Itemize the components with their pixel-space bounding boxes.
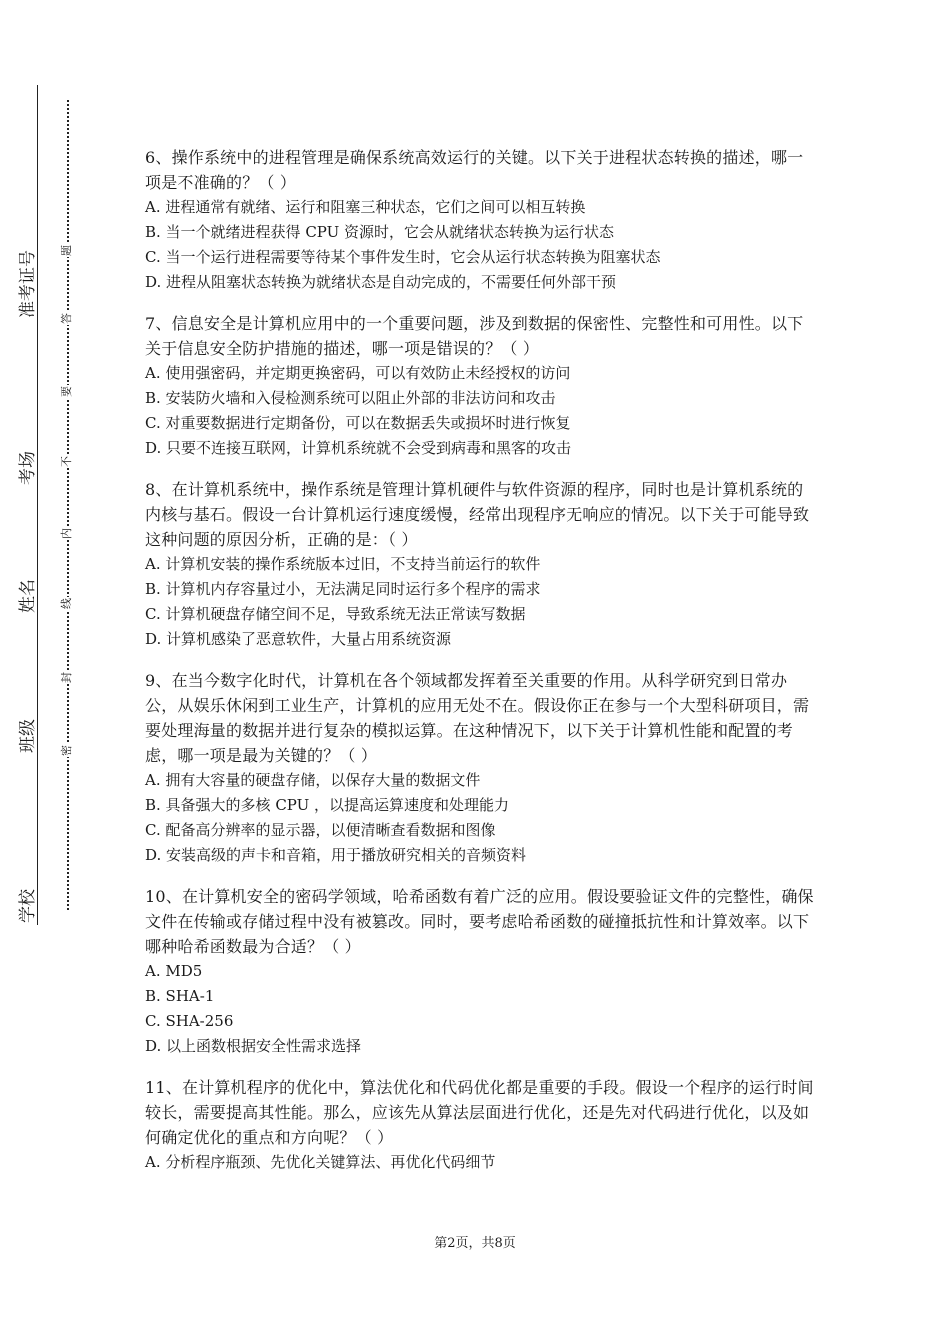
question-6 (145, 145, 815, 295)
option-a: A. 使用强密码，并定期更换密码，可以有效防止未经授权的访问 (145, 364, 571, 382)
option-d: D. 计算机感染了恶意软件，大量占用系统资源 (145, 630, 452, 648)
binding-dotted-line (67, 100, 69, 910)
option-d: D. 安装高级的声卡和音箱，用于播放研究相关的音频资料 (145, 846, 527, 864)
question-stem: 10、在计算机安全的密码学领域，哈希函数有着广泛的应用。假设要验证文件的完整性，确保文件在传输或存储过程中没有被篡改。同时，要考虑哈希函数的碰撞抵抗性和计算效率。以下哪种哈希函数最为合适？（ ） (145, 887, 814, 956)
option-list (145, 768, 815, 868)
option-d: D. 进程从阻塞状态转换为就绪状态是自动完成的，不需要任何外部干预 (145, 273, 617, 291)
question-9 (145, 668, 815, 868)
seal-mark: 不 (60, 456, 73, 467)
option-b: B. 计算机内存容量过小，无法满足同时运行多个程序的需求 (145, 580, 541, 598)
option-list (145, 959, 815, 1059)
question-stem: 11、在计算机程序的优化中，算法优化和代码优化都是重要的手段。假设一个程序的运行时间较长，需要提高其性能。那么，应该先从算法层面进行优化，还是先对代码进行优化，以及如何确定优化的重点和方向呢？（ ） (145, 1078, 814, 1147)
option-a: A. 拥有大容量的硬盘存储，以保存大量的数据文件 (145, 771, 481, 789)
seal-mark: 要 (60, 386, 73, 397)
seal-mark: 线 (60, 598, 73, 609)
seal-mark: 密 (60, 745, 73, 756)
seal-mark: 答 (60, 313, 73, 324)
option-c: C. 当一个运行进程需要等待某个事件发生时，它会从运行状态转换为阻塞状态 (145, 248, 661, 266)
question-7 (145, 311, 815, 461)
question-11 (145, 1075, 815, 1175)
option-list (145, 195, 815, 295)
class-label: 班级 (18, 719, 38, 753)
page-footer: 第2页，共8页 (434, 1236, 516, 1251)
option-a: A. 分析程序瓶颈、先优化关键算法、再优化代码细节 (145, 1153, 496, 1171)
exam-room-label: 考场 (18, 451, 38, 485)
option-a: A. MD5 (145, 962, 203, 980)
option-c: C. 对重要数据进行定期备份，可以在数据丢失或损坏时进行恢复 (145, 414, 571, 432)
option-a: A. 进程通常有就绪、运行和阻塞三种状态，它们之间可以相互转换 (145, 198, 586, 216)
option-list (145, 552, 815, 652)
option-c: C. SHA-256 (145, 1012, 234, 1030)
option-b: B. 安装防火墙和入侵检测系统可以阻止外部的非法访问和攻击 (145, 389, 556, 407)
student-name-label: 姓名 (18, 579, 38, 613)
option-b: B. SHA-1 (145, 987, 215, 1005)
option-b: B. 具备强大的多核 CPU ，以提高运算速度和处理能力 (145, 796, 510, 814)
option-list (145, 1150, 815, 1175)
option-d: D. 只要不连接互联网，计算机系统就不会受到病毒和黑客的攻击 (145, 439, 572, 457)
option-list (145, 361, 815, 461)
question-8 (145, 477, 815, 652)
question-stem: 9、在当今数字化时代，计算机在各个领域都发挥着至关重要的作用。从科学研究到日常办公，从娱乐休闲到工业生产，计算机的应用无处不在。假设你正在参与一个大型科研项目，需要处理海量的数据并进行复杂的模拟运算。在这种情况下，以下关于计算机性能和配置的考虑，哪一项是最为关键的？（ ） (145, 671, 810, 765)
option-a: A. 计算机安装的操作系统版本过旧，不支持当前运行的软件 (145, 555, 541, 573)
seal-mark: 内 (60, 528, 73, 539)
seal-mark: 题 (60, 245, 73, 256)
option-c: C. 计算机硬盘存储空间不足，导致系统无法正常读写数据 (145, 605, 526, 623)
option-d: D. 以上函数根据安全性需求选择 (145, 1037, 362, 1055)
question-stem: 7、信息安全是计算机应用中的一个重要问题，涉及到数据的保密性、完整性和可用性。以下关于信息安全防护措施的描述，哪一项是错误的？（ ） (145, 314, 804, 358)
school-label: 学校 (18, 889, 38, 923)
question-10 (145, 884, 815, 1059)
seal-mark: 封 (60, 672, 73, 683)
question-list (145, 145, 815, 1191)
option-b: B. 当一个就绪进程获得 CPU 资源时，它会从就绪状态转换为运行状态 (145, 223, 615, 241)
binding-solid-line (37, 85, 38, 925)
option-c: C. 配备高分辨率的显示器，以便清晰查看数据和图像 (145, 821, 496, 839)
question-stem: 6、操作系统中的进程管理是确保系统高效运行的关键。以下关于进程状态转换的描述，哪一项是不准确的？（ ） (145, 148, 804, 192)
exam-number-label: 准考证号 (18, 250, 38, 318)
question-stem: 8、在计算机系统中，操作系统是管理计算机硬件与软件资源的程序，同时也是计算机系统的内核与基石。假设一台计算机运行速度缓慢，经常出现程序无响应的情况。以下关于可能导致这种问题的原因分析，正确的是：（ ） (145, 480, 810, 549)
